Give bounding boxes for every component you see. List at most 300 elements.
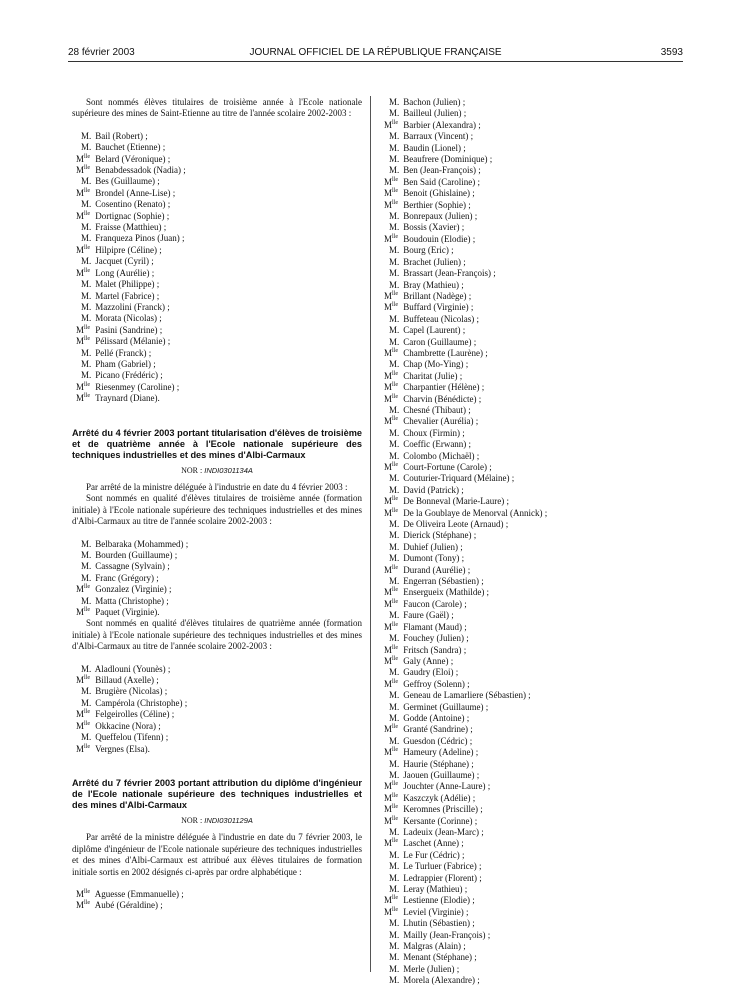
civility-title: $M^{lle}$ <box>76 743 91 754</box>
civility-title: $M^{lle}$ <box>76 675 91 686</box>
person-name: Buffard (Virginie) ; <box>403 302 474 313</box>
person-name: Ensergueix (Mathilde) ; <box>403 587 490 598</box>
list-item <box>72 550 362 561</box>
list-item <box>380 884 680 895</box>
person-name: Queffelou (Tifenn) ; <box>95 732 169 743</box>
list-item <box>72 596 362 607</box>
civility-title: M. <box>389 313 400 324</box>
list-item <box>380 234 680 245</box>
list-item <box>72 154 362 165</box>
civility-title: M. <box>81 663 92 674</box>
civility-title: $M^{lle}$ <box>384 781 399 792</box>
person-name: Charitat (Julie) ; <box>403 370 463 381</box>
list-item <box>380 827 680 838</box>
civility-title: M. <box>389 154 400 165</box>
list-item <box>380 302 680 313</box>
person-name: Chevalier (Aurélia) ; <box>403 416 479 427</box>
civility-title: M. <box>389 484 400 495</box>
civility-title: M. <box>389 473 400 484</box>
list-item <box>380 941 680 952</box>
list-item <box>380 485 680 496</box>
list-item <box>72 199 362 210</box>
person-name: Mazzolini (Franck) ; <box>95 301 170 312</box>
person-name: Cassagne (Sylvain) ; <box>95 561 170 572</box>
person-name: Paquet (Virginie). <box>95 607 160 618</box>
civility-title: $M^{lle}$ <box>384 507 399 518</box>
person-name: Franqueza Pinos (Juan) ; <box>95 233 185 244</box>
list-item <box>380 291 680 302</box>
civility-title: M. <box>81 222 92 233</box>
list-item <box>380 804 680 815</box>
list-item <box>380 724 680 735</box>
civility-title: M. <box>81 233 92 244</box>
civility-title: M. <box>389 131 400 142</box>
person-name: Duhief (Julien) ; <box>403 541 463 552</box>
civility-title: M. <box>81 279 92 290</box>
right-column <box>380 97 680 987</box>
list-item <box>380 200 680 211</box>
civility-title: $M^{lle}$ <box>384 838 399 849</box>
civility-title: M. <box>389 165 400 176</box>
civility-title: M. <box>81 595 92 606</box>
list-item <box>380 656 680 667</box>
person-name: Lestienne (Elodie) ; <box>403 895 475 906</box>
left-column <box>72 97 362 912</box>
person-name: Le Turluer (Fabrice) ; <box>403 861 482 872</box>
civility-title: $M^{lle}$ <box>384 587 399 598</box>
person-name: Caron (Guillaume) ; <box>403 336 477 347</box>
journal-title: JOURNAL OFFICIEL DE LA RÉPUBLIQUE FRANÇAISE <box>249 47 502 58</box>
civility-title: $M^{lle}$ <box>384 382 399 393</box>
person-name: Malet (Philippe) ; <box>95 279 160 290</box>
person-name: Vergnes (Elsa). <box>95 743 150 754</box>
list-item <box>380 964 680 975</box>
list-item <box>380 702 680 713</box>
civility-title: $M^{lle}$ <box>76 709 91 720</box>
civility-title: M. <box>81 370 92 381</box>
civility-title: M. <box>389 963 400 974</box>
civility-title: $M^{lle}$ <box>384 119 399 130</box>
civility-title: M. <box>389 268 400 279</box>
list-item <box>380 222 680 233</box>
list-item <box>72 744 362 755</box>
civility-title: M. <box>389 952 400 963</box>
diploma-list-left <box>72 889 362 912</box>
person-name: Buffeteau (Nicolas) ; <box>403 313 480 324</box>
civility-title: M. <box>389 576 400 587</box>
list-item <box>380 975 680 986</box>
civility-title: $M^{lle}$ <box>384 302 399 313</box>
person-name: Court-Fortune (Carole) ; <box>403 462 492 472</box>
list-item <box>380 439 680 450</box>
person-name: De Oliveira Leote (Arnaud) ; <box>403 519 509 530</box>
civility-title: M. <box>389 769 400 780</box>
person-name: Chambrette (Laurène) ; <box>403 347 488 358</box>
header-date: 28 février 2003 <box>68 47 135 58</box>
page-number: 3593 <box>660 47 683 58</box>
person-name: Bourg (Eric) ; <box>403 245 454 256</box>
list-item <box>380 587 680 598</box>
person-name: Matta (Christophe) ; <box>95 595 169 606</box>
person-name: Haurie (Stéphane) ; <box>403 758 474 769</box>
person-name: Mailly (Jean-François) ; <box>403 929 491 940</box>
arrete-1-nor: NOR : INDI0301134A <box>181 465 253 475</box>
third-year-list <box>72 539 362 619</box>
civility-title: $M^{lle}$ <box>384 370 399 381</box>
fourth-year-list <box>72 664 362 755</box>
person-name: Traynard (Diane). <box>95 393 160 404</box>
list-item <box>380 177 680 188</box>
arrete-2-title: Arrêté du 7 février 2003 portant attribution du diplôme d'ingénieur de l'Ecole nationale supérieure des techniques industrielles et des mines d'Albi-Carmaux <box>72 777 362 810</box>
civility-title: $M^{lle}$ <box>76 210 91 221</box>
diploma-list-right <box>380 97 680 987</box>
column-separator <box>370 96 371 972</box>
list-item <box>72 382 362 393</box>
civility-title: $M^{lle}$ <box>76 607 91 618</box>
civility-title: M. <box>81 142 92 153</box>
person-name: Kaszczyk (Adélie) ; <box>403 792 476 803</box>
person-name: Barbier (Alexandra) ; <box>403 119 481 130</box>
list-item <box>380 838 680 849</box>
list-item <box>380 759 680 770</box>
person-name: Jacquet (Cyril) ; <box>95 256 154 267</box>
list-item <box>380 667 680 678</box>
person-name: Billaud (Axelle) ; <box>95 675 159 686</box>
person-name: Baudin (Lionel) ; <box>403 142 466 153</box>
person-name: Gaudry (Eloi) ; <box>403 667 459 678</box>
person-name: Bauchet (Etienne) ; <box>95 142 166 153</box>
list-item <box>380 519 680 530</box>
list-item <box>380 428 680 439</box>
person-name: Guesdon (Cédric) ; <box>403 735 473 746</box>
civility-title: M. <box>389 884 400 895</box>
person-name: Hameury (Adeline) ; <box>403 747 479 758</box>
list-item <box>72 709 362 720</box>
person-name: Felgeirolles (Céline) ; <box>95 709 175 720</box>
civility-title: M. <box>81 358 92 369</box>
list-item <box>72 561 362 572</box>
list-item <box>380 576 680 587</box>
list-item <box>380 781 680 792</box>
civility-title: M. <box>81 572 92 583</box>
person-name: Godde (Antoine) ; <box>403 712 470 723</box>
list-item <box>72 268 362 279</box>
civility-title: M. <box>81 313 92 324</box>
civility-title: M. <box>389 256 400 267</box>
person-name: Bail (Robert) ; <box>95 130 148 141</box>
arrete-1-paragraph-2: Sont nommés en qualité d'élèves titulaires de troisième année (formation initiale) à l'Ecole nationale supérieure des techniques industrielles et des mines d'Albi-Carmaux au titre de l'année scolaire 2002-2003 : <box>72 493 362 527</box>
person-name: Menant (Stéphane) ; <box>403 952 477 963</box>
list-item <box>72 664 362 675</box>
civility-title: M. <box>389 530 400 541</box>
civility-title: $M^{lle}$ <box>384 462 399 472</box>
page-header <box>68 47 683 61</box>
person-name: Fouchey (Julien) ; <box>403 633 469 644</box>
civility-title: $M^{lle}$ <box>76 267 91 278</box>
person-name: Brugière (Nicolas) ; <box>95 686 168 697</box>
civility-title: M. <box>389 359 400 370</box>
list-item <box>72 348 362 359</box>
civility-title: $M^{lle}$ <box>384 655 399 666</box>
civility-title: M. <box>389 279 400 290</box>
person-name: Gonzalez (Virginie) ; <box>95 584 172 595</box>
person-name: Keromnes (Priscille) ; <box>403 804 483 815</box>
list-item <box>380 165 680 176</box>
civility-title: M. <box>389 872 400 883</box>
civility-title: M. <box>389 861 400 872</box>
person-name: Germinet (Guillaume) ; <box>403 701 489 712</box>
person-name: Dierick (Stéphane) ; <box>403 530 477 541</box>
civility-title: M. <box>389 450 400 461</box>
person-name: Le Fur (Cédric) ; <box>403 849 465 860</box>
civility-title: M. <box>81 686 92 697</box>
civility-title: M. <box>389 427 400 438</box>
list-item <box>380 816 680 827</box>
civility-title: $M^{lle}$ <box>384 906 399 917</box>
person-name: Laschet (Anne) ; <box>403 838 464 849</box>
civility-title: M. <box>81 697 92 708</box>
civility-title: $M^{lle}$ <box>384 416 399 427</box>
person-name: Benoit (Ghislaine) ; <box>403 188 475 199</box>
person-name: Ben Said (Caroline) ; <box>403 176 480 187</box>
list-item <box>380 131 680 142</box>
list-item <box>380 314 680 325</box>
person-name: Belard (Véronique) ; <box>95 153 171 164</box>
person-name: Franc (Grégory) ; <box>95 572 159 583</box>
civility-title: M. <box>389 211 400 222</box>
list-item <box>72 721 362 732</box>
civility-title: $M^{lle}$ <box>384 621 399 632</box>
list-item <box>380 108 680 119</box>
civility-title: M. <box>81 130 92 141</box>
list-item <box>380 861 680 872</box>
civility-title: $M^{lle}$ <box>384 564 399 575</box>
list-item <box>380 280 680 291</box>
person-name: Choux (Firmin) ; <box>403 427 465 438</box>
civility-title: M. <box>81 550 92 560</box>
person-name: Bailleul (Julien) ; <box>403 108 467 119</box>
civility-title: M. <box>389 827 400 837</box>
arrete-1-title: Arrêté du 4 février 2003 portant titularisation d'élèves de troisième et de quatrième année à l'Ecole nationale supérieure des techniques industrielles et des mines d'Albi-Carmaux <box>72 427 362 460</box>
list-item <box>72 176 362 187</box>
person-name: Geneau de Lamarliere (Sébastien) ; <box>403 690 531 701</box>
civility-title: M. <box>81 176 92 187</box>
person-name: Pélissard (Mélanie) ; <box>95 336 171 347</box>
civility-title: $M^{lle}$ <box>384 678 399 689</box>
civility-title: $M^{lle}$ <box>384 393 399 404</box>
list-item <box>380 770 680 781</box>
civility-title: M. <box>389 941 400 952</box>
person-name: Merle (Julien) ; <box>403 963 460 974</box>
list-item <box>380 793 680 804</box>
list-item <box>72 291 362 302</box>
person-name: De la Goublaye de Menorval (Annick) ; <box>403 507 548 518</box>
list-item <box>380 359 680 370</box>
civility-title: $M^{lle}$ <box>76 165 91 176</box>
person-name: Campérola (Christophe) ; <box>95 697 188 708</box>
civility-title: M. <box>81 347 92 358</box>
person-name: Chap (Mo-Ying) ; <box>403 359 469 370</box>
civility-title: $M^{lle}$ <box>384 644 399 655</box>
person-name: Granté (Sandrine) ; <box>403 724 473 735</box>
civility-title: M. <box>389 975 400 986</box>
list-item <box>380 930 680 941</box>
civility-title: M. <box>81 199 92 210</box>
civility-title: M. <box>389 849 400 860</box>
list-item <box>380 553 680 564</box>
person-name: Berthier (Sophie) ; <box>403 199 471 210</box>
list-item <box>380 120 680 131</box>
list-item <box>380 462 680 473</box>
civility-title: M. <box>389 690 400 701</box>
list-item <box>72 325 362 336</box>
list-item <box>380 371 680 382</box>
civility-title: $M^{lle}$ <box>76 888 91 899</box>
person-name: Barraux (Vincent) ; <box>403 131 474 142</box>
civility-title: M. <box>389 701 400 712</box>
list-item <box>72 131 362 142</box>
list-item <box>72 539 362 550</box>
civility-title: $M^{lle}$ <box>76 381 91 392</box>
civility-title: $M^{lle}$ <box>76 153 91 164</box>
list-item <box>380 542 680 553</box>
list-item <box>72 245 362 256</box>
list-item <box>380 645 680 656</box>
list-item <box>72 698 362 709</box>
person-name: Ben (Jean-François) ; <box>403 165 481 176</box>
list-item <box>380 895 680 906</box>
civility-title: M. <box>389 667 400 678</box>
intro-paragraph: Sont nommés élèves titulaires de troisième année à l'Ecole nationale supérieure des mines de Saint-Etienne au titre de l'année scolaire 2002-2003 : <box>72 97 362 119</box>
civility-title: $M^{lle}$ <box>384 804 399 815</box>
person-name: Picano (Frédéric) ; <box>95 370 163 381</box>
list-item <box>380 268 680 279</box>
person-name: Brondel (Anne-Lise) ; <box>95 187 176 198</box>
person-name: Coeffic (Erwann) ; <box>403 439 472 450</box>
civility-title: M. <box>389 142 400 153</box>
list-item <box>72 233 362 244</box>
person-name: Bourden (Guillaume) ; <box>95 550 178 560</box>
civility-title: $M^{lle}$ <box>76 584 91 595</box>
civility-title: $M^{lle}$ <box>76 244 91 255</box>
list-item <box>380 907 680 918</box>
person-name: Pellé (Franck) ; <box>95 347 152 358</box>
arrete-2-paragraph-1: Par arrêté de la ministre déléguée à l'industrie en date du 7 février 2003, le diplôme d'ingénieur de l'Ecole nationale supérieure des techniques industrielles et des mines d'Albi-Carmaux est attribué aux élèves titulaires de formation initiale sortis en 2002 désignés ci-après par ordre alphabétique : <box>72 832 362 877</box>
person-name: Leray (Mathieu) ; <box>403 884 468 895</box>
person-name: Ladeuix (Jean-Marc) ; <box>403 827 484 837</box>
person-name: Leviel (Virginie) ; <box>403 906 469 917</box>
person-name: Martel (Fabrice) ; <box>95 290 160 301</box>
list-item <box>380 257 680 268</box>
civility-title: $M^{lle}$ <box>384 290 399 301</box>
person-name: Capel (Laurent) ; <box>403 325 466 336</box>
person-name: Long (Aurélie) ; <box>95 267 155 278</box>
civility-title: $M^{lle}$ <box>384 792 399 803</box>
list-item <box>380 599 680 610</box>
civility-title: $M^{lle}$ <box>384 747 399 758</box>
list-item <box>72 393 362 404</box>
person-name: Colombo (Michaël) ; <box>403 450 480 461</box>
list-item <box>72 732 362 743</box>
list-item <box>72 279 362 290</box>
civility-title: M. <box>389 918 400 929</box>
list-item <box>380 530 680 541</box>
person-name: Bes (Guillaume) ; <box>95 176 160 187</box>
list-item <box>72 142 362 153</box>
list-item <box>72 900 362 911</box>
person-name: Bonrepaux (Julien) ; <box>403 211 478 222</box>
person-name: Hilpipre (Céline) ; <box>95 244 162 255</box>
list-item <box>72 889 362 900</box>
civility-title: M. <box>389 245 400 256</box>
person-name: Faucon (Carole) ; <box>403 598 467 609</box>
list-item <box>72 256 362 267</box>
civility-title: M. <box>81 732 92 743</box>
person-name: Cosentino (Renato) ; <box>95 199 171 210</box>
person-name: Aladlouni (Younès) ; <box>94 663 171 674</box>
person-name: De Bonneval (Marie-Laure) ; <box>403 496 509 507</box>
civility-title: M. <box>389 97 400 107</box>
person-name: Galy (Anne) ; <box>403 655 454 666</box>
list-item <box>72 188 362 199</box>
list-item <box>380 952 680 963</box>
civility-title: M. <box>389 404 400 415</box>
person-name: Okkacine (Nora) ; <box>95 720 161 731</box>
list-item <box>380 211 680 222</box>
person-name: Chesné (Thibaut) ; <box>403 404 471 415</box>
civility-title: M. <box>81 256 92 267</box>
person-name: Jouchter (Anne-Laure) ; <box>403 781 491 792</box>
person-name: Malgras (Alain) ; <box>403 941 466 952</box>
civility-title: $M^{lle}$ <box>384 815 399 826</box>
person-name: Flamant (Maud) ; <box>403 621 467 632</box>
person-name: Benabdessadok (Nadia) ; <box>95 165 186 176</box>
list-item <box>380 565 680 576</box>
list-item <box>380 382 680 393</box>
civility-title: $M^{lle}$ <box>384 199 399 210</box>
arrete-1-paragraph-1: Par arrêté de la ministre déléguée à l'industrie en date du 4 février 2003 : <box>86 481 348 492</box>
civility-title: $M^{lle}$ <box>76 900 91 911</box>
list-item <box>380 679 680 690</box>
person-name: Bray (Mathieu) ; <box>403 279 464 290</box>
civility-title: M. <box>81 561 92 572</box>
civility-title: M. <box>389 541 400 552</box>
list-item <box>380 394 680 405</box>
civility-title: $M^{lle}$ <box>76 187 91 198</box>
person-name: Belbaraka (Mohammed) ; <box>95 538 189 549</box>
list-item <box>380 348 680 359</box>
person-name: Ledrappier (Florent) ; <box>403 872 482 883</box>
civility-title: $M^{lle}$ <box>384 496 399 507</box>
saint-etienne-list <box>72 131 362 405</box>
person-name: Dortignac (Sophie) ; <box>95 210 170 221</box>
civility-title: M. <box>389 712 400 723</box>
civility-title: M. <box>389 222 400 233</box>
person-name: Beaufrere (Dominique) ; <box>403 154 493 165</box>
civility-title: $M^{lle}$ <box>76 336 91 347</box>
list-item <box>380 337 680 348</box>
list-item <box>380 736 680 747</box>
list-item <box>72 165 362 176</box>
list-item <box>380 622 680 633</box>
civility-title: $M^{lle}$ <box>76 393 91 404</box>
list-item <box>380 610 680 621</box>
civility-title: M. <box>389 336 400 347</box>
list-item <box>380 633 680 644</box>
person-name: Brassart (Jean-François) ; <box>403 268 496 279</box>
list-item <box>380 188 680 199</box>
civility-title: M. <box>389 633 400 644</box>
